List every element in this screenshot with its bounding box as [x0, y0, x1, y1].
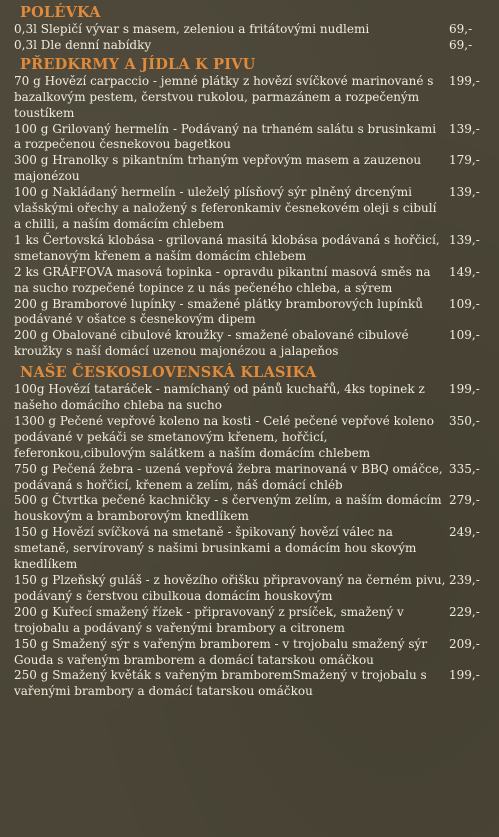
menu-item-description: 70 g Hovězí carpaccio - jemné plátky z hovězí svíčkové marinované s bazalkovým pestem, čerstvou rukolou, parmazánem a rozpečeným toustíkem [14, 73, 434, 120]
menu-item [14, 668, 499, 700]
menu-item-description: 150 g Hovězí svíčková na smetaně - špikovaný hovězí válec na smetaně, servírovaný s našimi brusinkami a domácím hou skovým knedlíkem [14, 525, 417, 572]
menu-item [14, 637, 499, 669]
menu-item [14, 233, 499, 265]
menu-item-description: 200 g Obalované cibulové kroužky - smažené obalované cibulové kroužky s naší domácí uzenou majonézou a jalapeňos [14, 328, 409, 359]
menu-item-price: 139,- [449, 121, 480, 136]
menu-item [14, 414, 499, 462]
menu-item-price: 335,- [449, 461, 480, 476]
menu-item-price: 199,- [449, 382, 480, 397]
menu-item-price: 239,- [449, 573, 480, 587]
menu-item-price: 109,- [449, 296, 480, 311]
menu-item-price: 149,- [449, 264, 480, 279]
section-title-polevka: POLÉVKA [20, 4, 101, 21]
menu-item-price: 69,- [449, 37, 473, 52]
menu-item [14, 525, 499, 573]
menu-item [14, 74, 499, 122]
menu-item-price: 139,- [449, 185, 480, 200]
menu-item-description: 200 g Kuřecí smažený řízek - připravovaný z prsíček, smažený v trojobalu a podávaný s vařenými brambory a citronem [14, 604, 404, 635]
menu-item [14, 153, 499, 185]
menu-item-price: 209,- [449, 636, 480, 651]
menu-item [14, 38, 499, 54]
menu-item-description: 150 g Smažený sýr s vařeným bramborem - v trojobalu smažený sýr Gouda s vařeným bramborem a domácí tatarskou omáčkou [14, 636, 428, 667]
menu-item-description: 200 g Bramborové lupínky - smažené plátky bramborových lupínků podávané v ošatce s česnekovým dipem [14, 296, 423, 327]
section-title-klasika: NAŠE ČESKOSLOVENSKÁ KLASIKA [20, 364, 317, 382]
menu-item [14, 462, 499, 494]
menu-item [14, 22, 499, 38]
menu-item [14, 605, 499, 637]
menu-item-description: 100g Hovězí tataráček - namíchaný od pánů kuchařů, 4ks topinek z našeho domácího chleba na sucho [14, 382, 425, 413]
section-title-predkrmy: PŘEDKRMY A JÍDLA K PIVU [20, 55, 256, 73]
menu-item-description: 500 g Čtvrtka pečené kachničky - s červeným zelím, a naším domácím houskovým a bramborovým knedlíkem [14, 493, 442, 524]
menu-item-price: 249,- [449, 525, 480, 540]
menu-item [14, 328, 499, 360]
menu-item [14, 297, 499, 329]
menu-item-price: 139,- [449, 232, 480, 247]
menu-item-price: 199,- [449, 73, 480, 88]
menu-item-description: 100 g Grilovaný hermelín - Podávaný na trhaném salátu s brusinkami a rozpečenou česnekovou bagetkou [14, 121, 437, 152]
menu-item-description: 1 ks Čertovská klobása - grilovaná masitá klobása podávaná s hořčicí, smetanovým křenem a naším domácím chlebem [14, 232, 440, 263]
menu-item [14, 493, 499, 525]
menu-item-description: 100 g Nakládaný hermelín - uleželý plísňový sýr plněný drcenými vlašskými ořechy a naložený s feferonkamiv česnekovém oleji s cibulí a chilli, a naším domácím chlebem [14, 185, 437, 231]
menu-item-description: 1300 g Pečené vepřové koleno na kosti - Celé pečené vepřové koleno podávané v pekáči se smetanovým křenem, hořčicí, feferonkou,cibulovým salátkem a naším domácím chlebem [14, 413, 434, 460]
menu-item-description: 250 g Smažený květák s vařeným bramboremSmažený v trojobalu s vařenými brambory a domácí tatarskou omáčkou [14, 668, 427, 699]
menu-item-price: 199,- [449, 668, 480, 683]
menu-item [14, 122, 499, 154]
menu-item-price: 69,- [449, 22, 473, 36]
menu-item-price: 179,- [449, 153, 480, 168]
menu-item-price: 229,- [449, 604, 480, 619]
menu-item-price: 350,- [449, 413, 480, 428]
menu-item-description: 750 g Pečená žebra - uzená vepřová žebra marinovaná v BBQ omáčce, podávaná s hořčicí, křenem a zelím, náš domácí chléb [14, 461, 443, 492]
menu-item-price: 109,- [449, 328, 480, 343]
menu-item [14, 185, 499, 233]
menu-item [14, 265, 499, 297]
menu-item-description: 150 g Plzeňský guláš - z hovězího ořišku připravovaný na černém pivu, podávaný s čerstvou cibulkoua domácím houskovým [14, 573, 446, 603]
menu-item-description: 0,3l Dle denní nabídky [14, 37, 152, 52]
menu-item-description: 0,3l Slepičí vývar s masem, zeleniou a fritátovými nudlemi [14, 22, 370, 36]
menu-item [14, 382, 499, 414]
menu-item-description: 2 ks GRÁFFOVA masová topinka - opravdu pikantní masová směs na na sucho rozpečené topince z u nás pečeného chleba, a sýrem [14, 264, 431, 295]
menu-item-description: 300 g Hranolky s pikantním trhaným vepřovým masem a zauzenou majonézou [14, 153, 422, 184]
menu-item [14, 573, 499, 605]
menu-item-price: 279,- [449, 493, 480, 508]
